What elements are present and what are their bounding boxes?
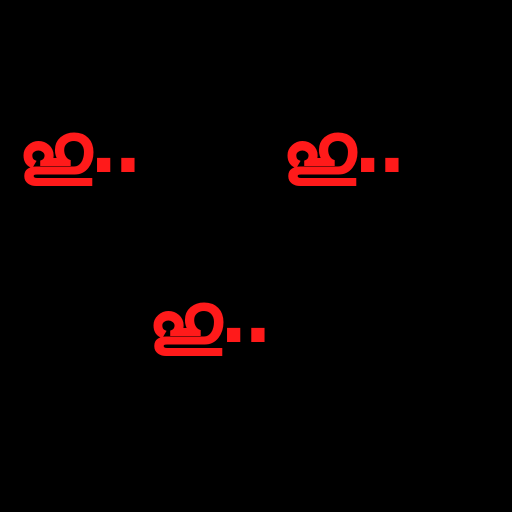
laugh-text-3: ഹു..: [150, 283, 271, 357]
laugh-text-2: ഹു..: [284, 113, 405, 187]
laugh-text-1: ഹു..: [20, 113, 141, 187]
